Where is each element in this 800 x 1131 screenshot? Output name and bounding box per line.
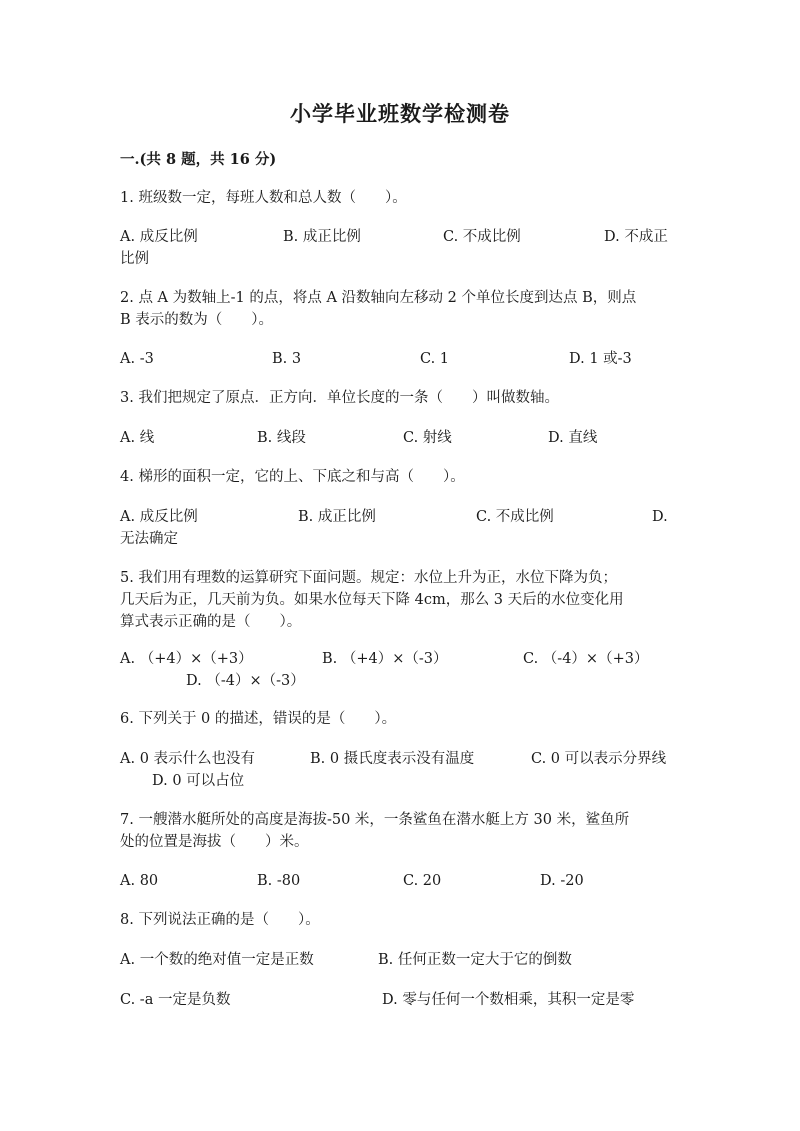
q6-option-b: B. 0 摄氏度表示没有温度 xyxy=(310,751,475,767)
q1-option-a: A. 成反比例 xyxy=(120,229,198,245)
q8-option-a: A. 一个数的绝对值一定是正数 xyxy=(120,952,314,968)
q5-option-a: A. （+4）×（+3） xyxy=(120,651,253,667)
q7-option-d: D. -20 xyxy=(540,873,584,889)
q3-option-c: C. 射线 xyxy=(403,430,452,446)
q2-stem-line1: 2. 点 A 为数轴上-1 的点，将点 A 沿数轴向左移动 2 个单位长度到达点 B，则点 xyxy=(120,290,637,306)
q2-option-c: C. 1 xyxy=(420,351,450,367)
q4-option-d: D. xyxy=(652,509,668,525)
q6-option-d: D. 0 可以占位 xyxy=(152,773,245,789)
q5-stem-line1: 5. 我们用有理数的运算研究下面问题。规定：水位上升为正，水位下降为负； xyxy=(120,570,617,586)
q7-stem-line2: 处的位置是海拔（ ）米。 xyxy=(120,834,309,850)
q4-stem: 4. 梯形的面积一定，它的上、下底之和与高（ ）。 xyxy=(120,469,465,485)
q7-option-b: B. -80 xyxy=(257,873,301,889)
q2-option-a: A. -3 xyxy=(120,351,154,367)
q8-option-b: B. 任何正数一定大于它的倒数 xyxy=(378,952,572,968)
q3-option-a: A. 线 xyxy=(120,430,155,446)
q5-stem-line3: 算式表示正确的是（ ）。 xyxy=(120,614,302,630)
q5-option-d: D. （-4）×（-3） xyxy=(186,673,305,689)
q4-option-c: C. 不成比例 xyxy=(476,509,554,525)
q7-option-a: A. 80 xyxy=(120,873,159,889)
q7-stem-line1: 7. 一艘潜水艇所处的高度是海拔-50 米，一条鲨鱼在潜水艇上方 30 米，鲨鱼所 xyxy=(120,812,630,828)
q2-option-d: D. 1 或-3 xyxy=(569,351,632,367)
q6-option-a: A. 0 表示什么也没有 xyxy=(120,751,256,767)
q8-option-d: D. 零与任何一个数相乘，其积一定是零 xyxy=(382,992,635,1008)
q3-option-b: B. 线段 xyxy=(257,430,306,446)
q1-option-d: D. 不成正 xyxy=(604,229,668,245)
q1-stem: 1. 班级数一定，每班人数和总人数（ ）。 xyxy=(120,190,407,206)
q6-stem: 6. 下列关于 0 的描述，错误的是（ ）。 xyxy=(120,711,397,727)
q3-stem: 3. 我们把规定了原点．正方向．单位长度的一条（ ）叫做数轴。 xyxy=(120,390,559,406)
q4-option-a: A. 成反比例 xyxy=(120,509,198,525)
q5-stem-line2: 几天后为正，几天前为负。如果水位每天下降 4cm，那么 3 天后的水位变化用 xyxy=(120,592,624,608)
section-heading: 一.(共 8 题，共 16 分) xyxy=(120,151,277,168)
exam-title: 小学毕业班数学检测卷 xyxy=(290,101,510,126)
q5-option-c: C. （-4）×（+3） xyxy=(523,651,649,667)
q5-option-b: B. （+4）×（-3） xyxy=(322,651,448,667)
q7-option-c: C. 20 xyxy=(403,873,442,889)
q1-option-b: B. 成正比例 xyxy=(283,229,361,245)
q2-option-b: B. 3 xyxy=(272,351,302,367)
q2-stem-line2: B 表示的数为（ ）。 xyxy=(120,312,274,328)
q4-option-d-cont: 无法确定 xyxy=(120,531,178,547)
q4-option-b: B. 成正比例 xyxy=(298,509,376,525)
q8-option-c: C. -a 一定是负数 xyxy=(120,992,231,1008)
q6-option-c: C. 0 可以表示分界线 xyxy=(531,751,667,767)
q3-option-d: D. 直线 xyxy=(548,430,598,446)
q1-option-c: C. 不成比例 xyxy=(443,229,521,245)
q1-option-d-cont: 比例 xyxy=(120,251,149,267)
q8-stem: 8. 下列说法正确的是（ ）。 xyxy=(120,912,320,928)
